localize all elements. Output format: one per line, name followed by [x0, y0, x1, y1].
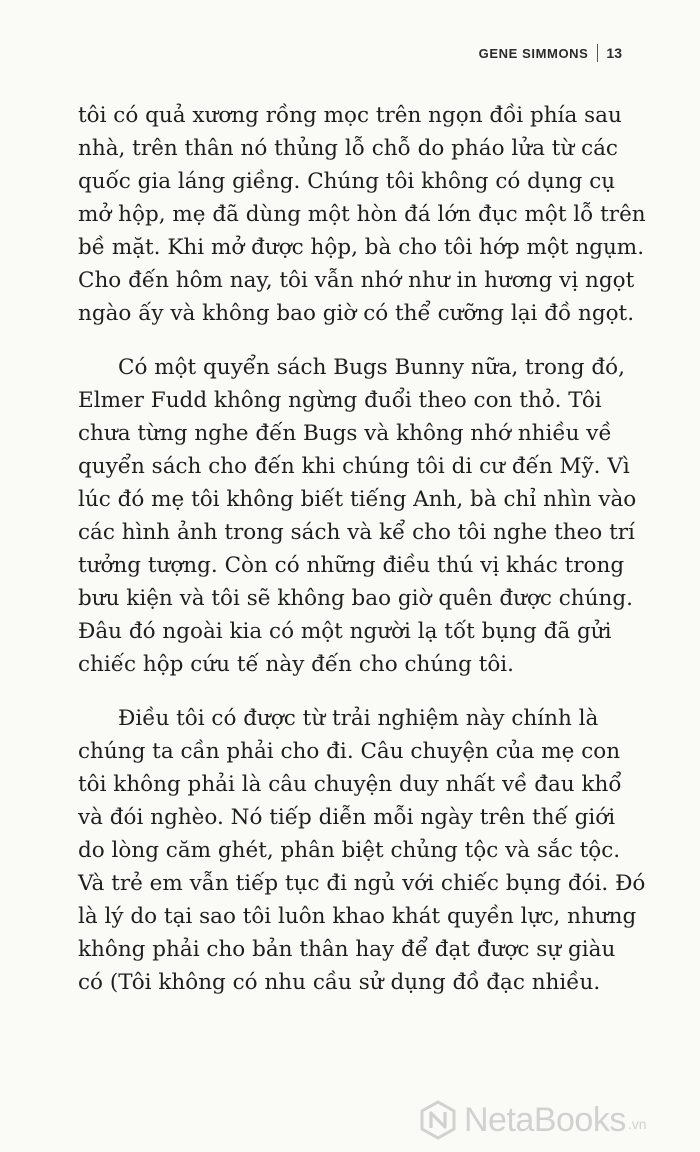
text-line: tưởng tượng. Còn có những điều thú vị khác trong [78, 553, 625, 578]
text-line: Có một quyển sách Bugs Bunny nữa, trong đó, [118, 355, 625, 380]
text-line: và đói nghèo. Nó tiếp diễn mỗi ngày trên thế giới [78, 805, 616, 830]
text-line: Cho đến hôm nay, tôi vẫn nhớ như in hương vị ngọt [78, 268, 635, 293]
paragraph-1 [78, 99, 646, 330]
text-line: có (Tôi không có nhu cầu sử dụng đồ đạc nhiều. [78, 970, 601, 995]
text-line: quốc gia láng giềng. Chúng tôi không có dụng cụ [78, 169, 616, 194]
text-line: bề mặt. Khi mở được hộp, bà cho tôi hớp một ngụm. [78, 235, 645, 260]
text-line: bưu kiện và tôi sẽ không bao giờ quên được chúng. [78, 586, 633, 611]
running-head [479, 44, 622, 62]
text-line: chưa từng nghe đến Bugs và không nhớ nhiều về [78, 421, 612, 446]
text-line: tôi có quả xương rồng mọc trên ngọn đồi phía sau [78, 103, 622, 128]
text-line: quyển sách cho đến khi chúng tôi di cư đến Mỹ. Vì [78, 454, 630, 479]
page-number: 13 [606, 45, 622, 61]
text-line: Điều tôi có được từ trải nghiệm này chính là [118, 706, 599, 731]
text-line: nhà, trên thân nó thủng lỗ chỗ do pháo lửa từ các [78, 136, 618, 161]
text-line: chiếc hộp cứu tế này đến cho chúng tôi. [78, 652, 514, 677]
text-line: do lòng căm ghét, phân biệt chủng tộc và sắc tộc. [78, 838, 621, 863]
text-line: là lý do tại sao tôi luôn khao khát quyền lực, nhưng [78, 904, 637, 929]
text-line: không phải cho bản thân hay để đạt được sự giàu [78, 937, 616, 962]
text-line: Và trẻ em vẫn tiếp tục đi ngủ với chiếc bụng đói. Đó [78, 871, 646, 896]
text-line: mở hộp, mẹ đã dùng một hòn đá lớn đục một lỗ trên [78, 202, 646, 227]
text-line: Đâu đó ngoài kia có một người lạ tốt bụng đã gửi [78, 619, 612, 644]
text-line: các hình ảnh trong sách và kể cho tôi nghe theo trí [78, 520, 635, 545]
paragraph-3 [78, 702, 646, 999]
author-name: GENE SIMMONS [478, 45, 589, 61]
paragraph-2 [78, 351, 637, 681]
body-text [78, 99, 646, 1020]
watermark-suffix: .vn [627, 1116, 647, 1132]
text-line: Elmer Fudd không ngừng đuổi theo con thỏ. Tôi [78, 388, 602, 413]
text-line: tôi không phải là câu chuyện duy nhất về đau khổ [78, 772, 622, 797]
netabooks-logo-icon [418, 1100, 458, 1140]
text-line: ngào ấy và không bao giờ có thể cưỡng lại đồ ngọt. [78, 301, 635, 326]
text-line: chúng ta cần phải cho đi. Câu chuyện của mẹ con [78, 739, 621, 764]
text-line: lúc đó mẹ tôi không biết tiếng Anh, bà chỉ nhìn vào [78, 487, 637, 512]
watermark-brand: NetaBooks [464, 1100, 626, 1139]
publisher-watermark [418, 1100, 647, 1140]
header-divider [597, 44, 598, 62]
